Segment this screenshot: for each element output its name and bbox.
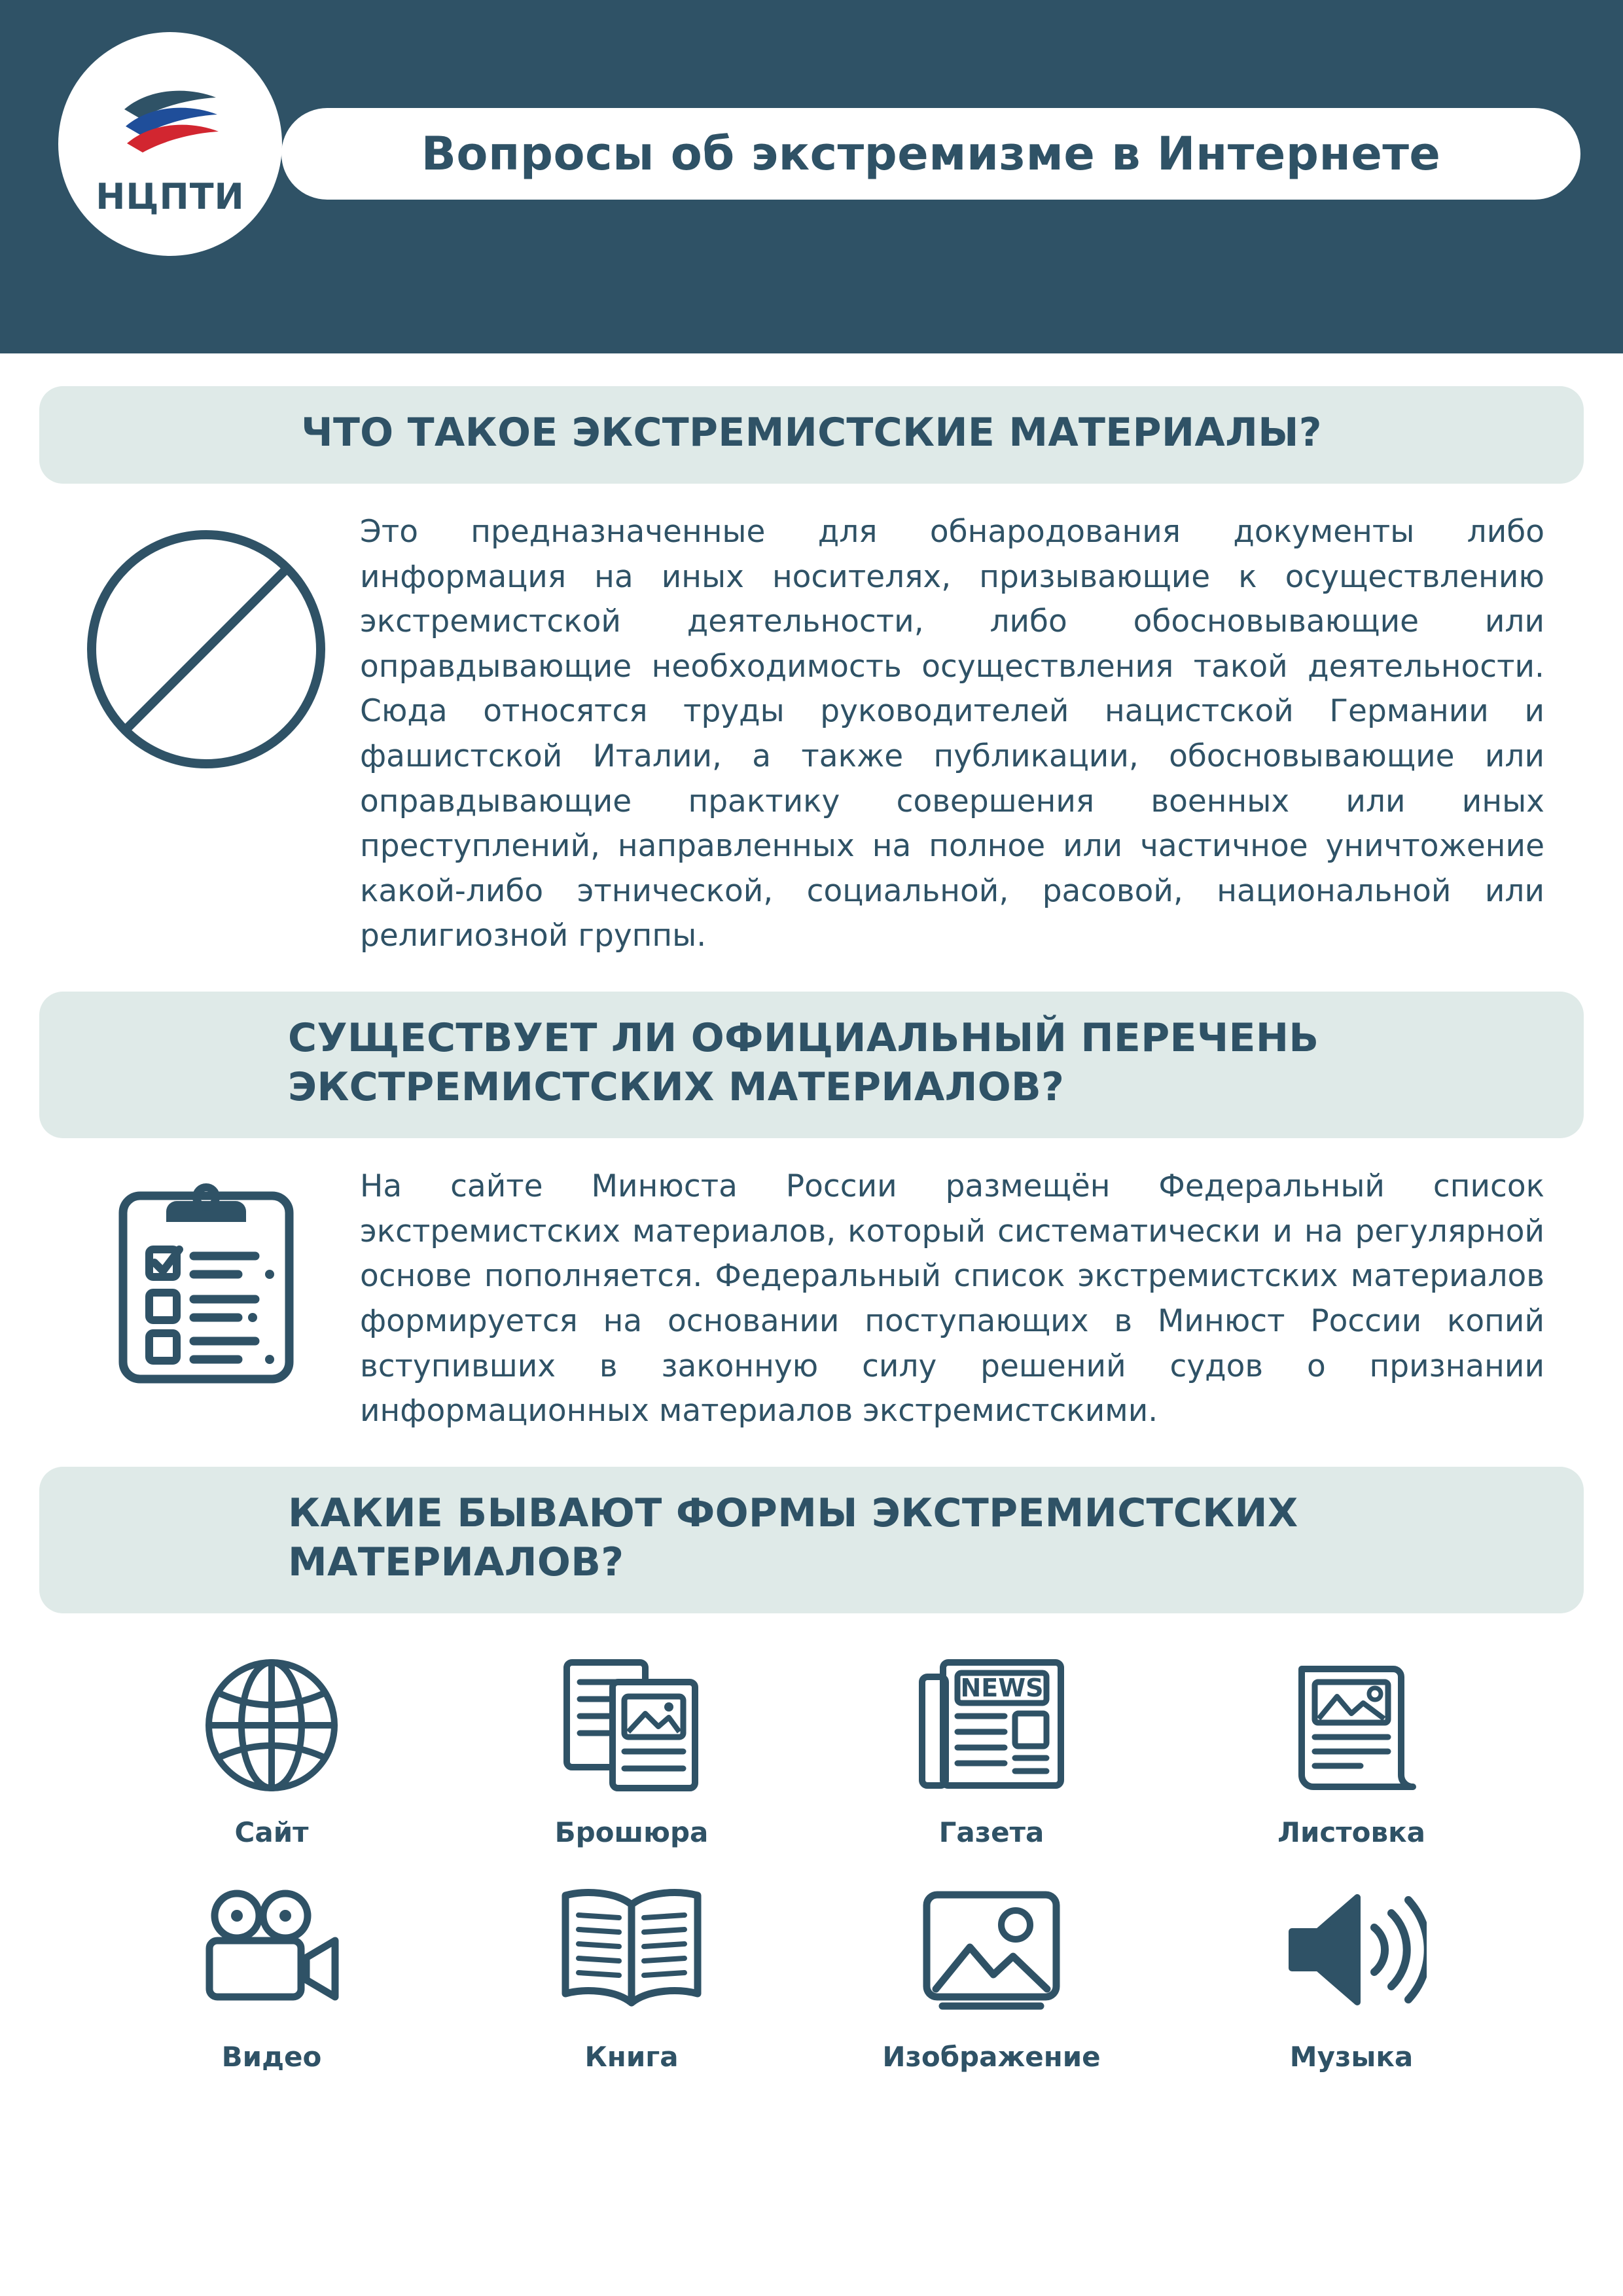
- forms-grid: [39, 1643, 1584, 2073]
- form-label: Сайт: [234, 1816, 309, 1848]
- section-heading-forms: КАКИЕ БЫВАЮТ ФОРМЫ ЭКСТРЕМИСТСКИХ МАТЕРИАЛОВ?: [39, 1467, 1584, 1613]
- speaker-icon: [1276, 1868, 1427, 2032]
- video-camera-icon: [196, 1868, 347, 2032]
- form-item-newspaper: [812, 1643, 1171, 1848]
- form-item-video: [92, 1868, 452, 2073]
- paragraph-official-list: На сайте Минюста России размещён Федеральный список экстремистских материалов, который систематически и на регулярной основе пополняется. Федеральный список экстремистских материалов формируется на основании поступающих в Минюст России копий вступивших в законную силу решений судов о признании информационных материалов экстремистскими.: [360, 1168, 1544, 1429]
- form-label: Листовка: [1277, 1816, 1425, 1848]
- newspaper-icon: [913, 1643, 1070, 1807]
- form-label: Газета: [938, 1816, 1044, 1848]
- form-label: Видео: [221, 2040, 322, 2073]
- form-item-book: [452, 1868, 812, 2073]
- page-title: Вопросы об экстремизме в Интернете: [421, 127, 1441, 181]
- paragraph-extremist-materials: Это предназначенные для обнародования документы либо информация на иных носителях, призывающие к осуществлению экстремистской деятельности, либо обосновывающие или оправдывающие необходимость осуществления такой деятельности. Сюда относятся труды руководителей нацистской Германии и фашистской Италии, а также публикации, обосновывающие или оправдывающие практику совершения военных или иных преступлений, направленных на полное или частичное уничтожение какой-либо этнической, социальной, расовой, национальной или религиозной группы.: [360, 514, 1544, 954]
- section-body-official-list: [39, 1164, 1584, 1434]
- image-icon: [916, 1868, 1067, 2032]
- globe-icon: [200, 1643, 344, 1807]
- logo-text: НЦПТИ: [96, 175, 245, 217]
- clipboard-checklist-icon: [52, 1164, 360, 1392]
- form-label: Музыка: [1289, 2040, 1414, 2073]
- section-heading-what-are-extremist-materials: ЧТО ТАКОЕ ЭКСТРЕМИСТСКИЕ МАТЕРИАЛЫ?: [39, 386, 1584, 484]
- prohibition-sign-icon: [52, 510, 360, 777]
- logo: [62, 36, 278, 252]
- form-label: Брошюра: [554, 1816, 709, 1848]
- open-book-icon: [550, 1868, 713, 2032]
- form-item-leaflet: [1171, 1643, 1531, 1848]
- page-content: [0, 386, 1623, 2073]
- form-item-brochure: [452, 1643, 812, 1848]
- tricolor-wave-logo-icon: [111, 75, 229, 173]
- form-label: Изображение: [882, 2040, 1101, 2073]
- form-item-music: [1171, 1868, 1531, 2073]
- page-header: [0, 0, 1623, 353]
- form-label: Книга: [584, 2040, 679, 2073]
- form-item-website: [92, 1643, 452, 1848]
- brochure-icon: [556, 1643, 707, 1807]
- newspaper-masthead-text: NEWS: [960, 1673, 1044, 1702]
- section-heading-official-list: СУЩЕСТВУЕТ ЛИ ОФИЦИАЛЬНЫЙ ПЕРЕЧЕНЬ ЭКСТРЕМИСТСКИХ МАТЕРИАЛОВ?: [39, 992, 1584, 1138]
- section-body-what-are-extremist-materials: [39, 510, 1584, 959]
- form-item-image: [812, 1868, 1171, 2073]
- title-plate: [281, 108, 1580, 200]
- leaflet-icon: [1279, 1643, 1423, 1807]
